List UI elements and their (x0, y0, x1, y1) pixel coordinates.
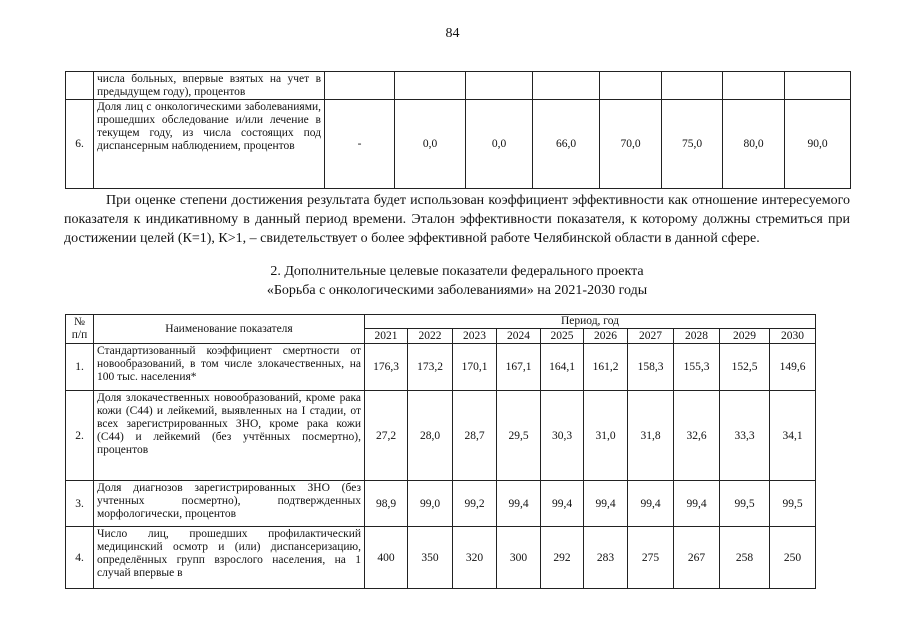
value-cell: 161,2 (584, 344, 628, 391)
value-cell: 164,1 (541, 344, 584, 391)
col-header-period: Период, год (365, 315, 816, 329)
value-cell: 283 (584, 527, 628, 589)
table-row (66, 481, 816, 527)
value-cell (600, 72, 662, 100)
value-cell: 34,1 (770, 391, 816, 481)
value-cell (662, 72, 723, 100)
value-cell: 66,0 (533, 100, 600, 189)
year-header: 2030 (770, 329, 816, 344)
value-cell: 158,3 (628, 344, 674, 391)
row-number (66, 72, 94, 100)
value-cell: 98,9 (365, 481, 408, 527)
value-cell: 27,2 (365, 391, 408, 481)
value-cell: 152,5 (720, 344, 770, 391)
value-cell: 99,5 (770, 481, 816, 527)
value-cell: - (325, 100, 395, 189)
year-header: 2024 (497, 329, 541, 344)
value-cell: 400 (365, 527, 408, 589)
paragraph-text: При оценке степени достижения результата будет использован коэффициент эффективности как отношение интересуемого показателя к индикативному в данный период времени. Эталон эффективности показателя, к которому должны стремиться при достижении целей (К=1), К>1, – свидетельствует о более эффективной работе Челябинской области в данной сфере. (64, 193, 850, 246)
table-row (66, 391, 816, 481)
value-cell: 30,3 (541, 391, 584, 481)
year-header: 2027 (628, 329, 674, 344)
table-row (66, 344, 816, 391)
value-cell: 28,0 (408, 391, 453, 481)
indicator-name: Число лиц, прошедших профилактический медицинский осмотр и (или) диспансеризацию, определённых групп взрослого населения, на 1 случай впервые в (94, 527, 365, 589)
value-cell: 149,6 (770, 344, 816, 391)
value-cell: 31,0 (584, 391, 628, 481)
value-cell: 28,7 (453, 391, 497, 481)
heading-line-2: «Борьба с онкологическими заболеваниями» на 2021-2030 годы (266, 283, 648, 298)
row-number: 2. (66, 391, 94, 481)
value-cell: 176,3 (365, 344, 408, 391)
table-row (66, 72, 851, 100)
value-cell: 31,8 (628, 391, 674, 481)
value-cell (466, 72, 533, 100)
value-cell: 275 (628, 527, 674, 589)
value-cell: 99,2 (453, 481, 497, 527)
row-number: 1. (66, 344, 94, 391)
year-header: 2022 (408, 329, 453, 344)
section-heading (64, 262, 850, 300)
value-cell: 99,0 (408, 481, 453, 527)
heading-line-1: 2. Дополнительные целевые показатели федерального проекта (270, 264, 644, 279)
year-header: 2026 (584, 329, 628, 344)
indicator-name: Доля диагнозов зарегистрированных ЗНО (без учтенных посмертно), подтвержденных морфологически, процентов (94, 481, 365, 527)
col-header-name: Наименование показателя (94, 315, 365, 344)
value-cell: 99,4 (584, 481, 628, 527)
value-cell: 300 (497, 527, 541, 589)
value-cell: 155,3 (674, 344, 720, 391)
table-row (66, 100, 851, 189)
value-cell (785, 72, 851, 100)
value-cell: 33,3 (720, 391, 770, 481)
value-cell: 0,0 (395, 100, 466, 189)
indicators-table-continued (65, 71, 851, 189)
value-cell: 0,0 (466, 100, 533, 189)
year-header: 2029 (720, 329, 770, 344)
value-cell: 75,0 (662, 100, 723, 189)
year-header: 2025 (541, 329, 584, 344)
indicator-name: Доля злокачественных новообразований, кроме рака кожи (C44) и лейкемий, выявленных на I стадии, от всех зарегистрированных ЗНО, кроме рака кожи (C44) и лейкемий (без учтённых посмертно), процентов (94, 391, 365, 481)
page-number: 84 (445, 26, 460, 41)
value-cell: 80,0 (723, 100, 785, 189)
value-cell: 99,4 (497, 481, 541, 527)
value-cell: 173,2 (408, 344, 453, 391)
value-cell: 29,5 (497, 391, 541, 481)
value-cell (723, 72, 785, 100)
row-number: 4. (66, 527, 94, 589)
row-number: 6. (66, 100, 94, 189)
value-cell: 99,5 (720, 481, 770, 527)
value-cell: 170,1 (453, 344, 497, 391)
value-cell: 70,0 (600, 100, 662, 189)
value-cell (395, 72, 466, 100)
value-cell (325, 72, 395, 100)
value-cell: 292 (541, 527, 584, 589)
row-number: 3. (66, 481, 94, 527)
header-row (66, 315, 816, 329)
value-cell: 99,4 (674, 481, 720, 527)
year-header: 2028 (674, 329, 720, 344)
value-cell: 99,4 (541, 481, 584, 527)
value-cell: 99,4 (628, 481, 674, 527)
value-cell: 350 (408, 527, 453, 589)
indicator-name: числа больных, впервые взятых на учет в предыдущем году), процентов (94, 72, 325, 100)
additional-indicators-table (65, 314, 816, 589)
efficiency-paragraph (64, 191, 850, 248)
value-cell: 32,6 (674, 391, 720, 481)
value-cell: 267 (674, 527, 720, 589)
value-cell: 320 (453, 527, 497, 589)
value-cell: 167,1 (497, 344, 541, 391)
year-header: 2021 (365, 329, 408, 344)
value-cell: 250 (770, 527, 816, 589)
indicator-name: Доля лиц с онкологическими заболеваниями, прошедших обследование и/или лечение в текущем году, из числа состоящих под диспансерным наблюдением, процентов (94, 100, 325, 189)
value-cell: 90,0 (785, 100, 851, 189)
value-cell (533, 72, 600, 100)
table-row (66, 527, 816, 589)
indicator-name: Стандартизованный коэффициент смертности от новообразований, в том числе злокачественных, на 100 тыс. населения* (94, 344, 365, 391)
col-header-number: № п/п (66, 315, 94, 344)
year-header: 2023 (453, 329, 497, 344)
value-cell: 258 (720, 527, 770, 589)
